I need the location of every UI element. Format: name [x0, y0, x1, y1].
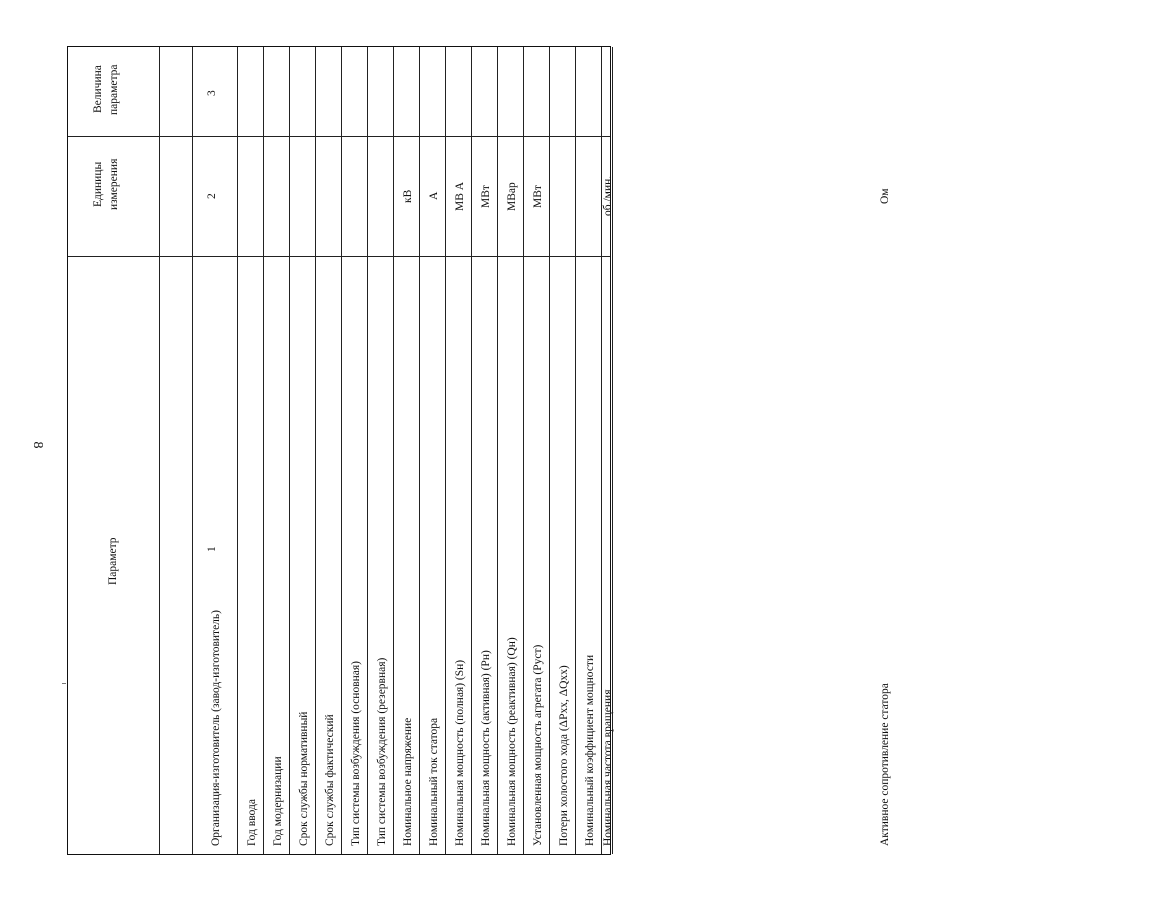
- row-parameter-label: Номинальная мощность (реактивная) (Qн): [505, 637, 518, 846]
- table-row: [341, 47, 368, 854]
- row-parameter-label: Номинальный коэффициент мощности: [583, 654, 596, 846]
- scan-tick: [62, 683, 66, 684]
- row-parameter-label: Номинальная мощность (активная) (Рн): [479, 650, 492, 846]
- row-parameter-label: Тип системы возбуждения (основная): [349, 660, 362, 846]
- divider-param-units: [68, 256, 610, 257]
- row-unit: А: [427, 191, 440, 200]
- table-header-row: [68, 47, 159, 854]
- row-parameter-label: Срок службы фактический: [323, 714, 336, 846]
- row-parameter-label: Номинальный ток статора: [427, 717, 440, 846]
- row-parameter-label: Номинальная частота вращения: [602, 689, 614, 846]
- row-unit: Ом: [878, 188, 891, 204]
- column-number-units: 2: [206, 193, 218, 199]
- row-parameter-label: Номинальное напряжение: [401, 717, 414, 846]
- table-row: [445, 47, 472, 854]
- row-unit: МВт: [479, 184, 492, 208]
- table-row: [315, 47, 342, 854]
- header-value-line2: параметра: [108, 63, 120, 115]
- table-row: [471, 47, 498, 854]
- page-number: 8: [30, 441, 45, 449]
- table-row: [575, 47, 602, 854]
- row-parameter-label: Тип системы возбуждения (резервная): [375, 657, 388, 846]
- table-row: [289, 47, 316, 854]
- table-row: [612, 47, 1155, 854]
- table-row: [263, 47, 290, 854]
- divider-units-value: [68, 136, 610, 137]
- parameters-table: [67, 46, 891, 855]
- row-unit: МВар: [505, 181, 518, 211]
- row-parameter-label: Организация-изготовитель (завод-изготовитель): [210, 610, 222, 846]
- header-parameter: Параметр: [107, 537, 119, 585]
- table-row: [497, 47, 524, 854]
- row-parameter-label: Активное сопротивление статора: [878, 683, 891, 846]
- row-unit: МВт: [531, 184, 544, 208]
- row-parameter-label: Год модернизации: [271, 756, 284, 846]
- row-parameter-label: Установленная мощность агрегата (Руст): [531, 644, 544, 846]
- header-value-line1: Величина: [92, 65, 104, 113]
- header-units-line1: Единицы: [92, 161, 104, 207]
- table-row: [237, 47, 264, 854]
- table-row: [549, 47, 576, 854]
- row-parameter-label: Год ввода: [245, 799, 258, 846]
- column-number-parameter: 1: [206, 546, 218, 552]
- header-units-line2: измерения: [108, 158, 120, 210]
- row-parameter-label: Номинальная мощность (полная) (Sн): [453, 659, 466, 846]
- table-row: [419, 47, 446, 854]
- column-number-value: 3: [206, 90, 218, 96]
- row-parameter-label: Срок службы нормативный: [297, 711, 310, 846]
- table-row: [367, 47, 394, 854]
- table-row: [192, 47, 238, 854]
- row-parameter-label: Потери холостого хода (ΔРхх, ΔQхх): [557, 665, 570, 846]
- row-unit: кВ: [401, 189, 414, 203]
- table-row: [393, 47, 420, 854]
- row-unit: об./мин.: [602, 175, 614, 216]
- table-row: [523, 47, 550, 854]
- row-unit: МВ А: [453, 181, 466, 211]
